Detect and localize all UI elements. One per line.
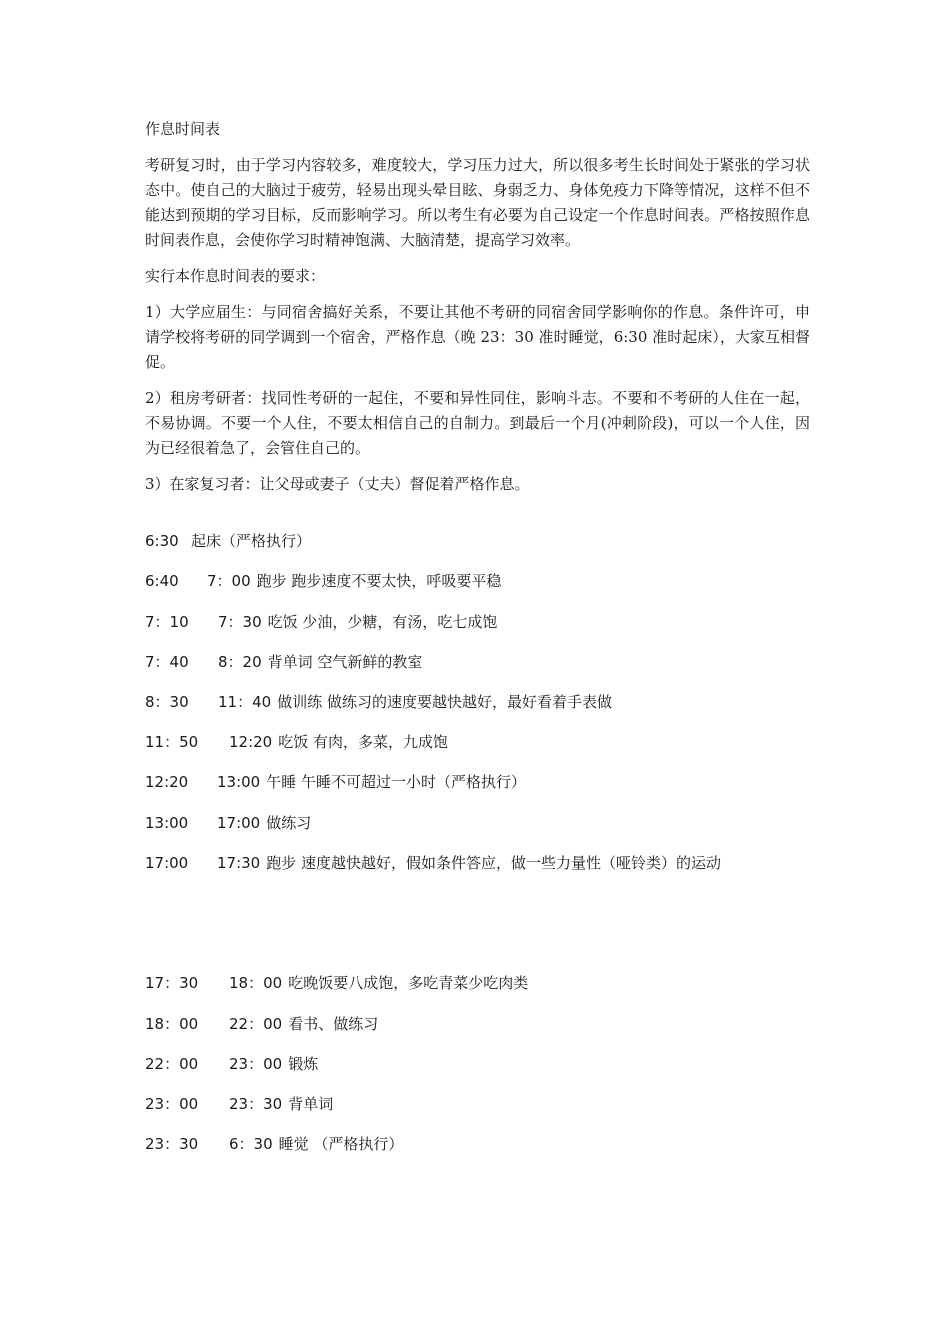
start-time: 8：30 [145, 693, 189, 711]
start-time: 22：00 [145, 1055, 199, 1073]
start-time: 12:20 [145, 773, 189, 791]
start-time: 6:30 [145, 532, 179, 550]
start-time: 7：10 [145, 613, 189, 631]
end-time: 8：20 [218, 653, 262, 671]
end-time: 7：30 [218, 613, 262, 631]
activity: 吃晚饭要八成饱，多吃青菜少吃肉类 [288, 974, 529, 992]
end-time: 6：30 [229, 1135, 273, 1153]
end-time: 11：40 [218, 693, 272, 711]
activity: 吃饭 有肉，多菜，九成饱 [278, 733, 449, 751]
start-time: 23：30 [145, 1135, 199, 1153]
activity: 背单词 [288, 1095, 334, 1113]
activity: 看书、做练习 [288, 1015, 379, 1033]
end-time: 12:20 [229, 733, 273, 751]
requirement-3: 3）在家复习者：让父母或妻子（丈夫）督促着严格作息。 [145, 475, 530, 493]
end-time: 23：00 [229, 1055, 283, 1073]
end-time: 17:30 [217, 854, 261, 872]
start-time: 13:00 [145, 814, 189, 832]
start-time: 17：30 [145, 974, 199, 992]
activity: 背单词 空气新鲜的教室 [267, 653, 423, 671]
end-time: 22：00 [229, 1015, 283, 1033]
end-time: 7：00 [207, 572, 251, 590]
activity: 跑步 跑步速度不要太快，呼吸要平稳 [256, 572, 502, 590]
activity: 做训练 做练习的速度要越快越好，最好看着手表做 [277, 693, 612, 711]
activity: 睡觉 （严格执行） [278, 1135, 404, 1153]
document-body [145, 117, 810, 508]
activity: 吃饭 少油，少糖，有汤，吃七成饱 [267, 613, 498, 631]
requirement-1: 1）大学应届生：与同宿舍搞好关系，不要让其他不考研的同宿舍同学影响你的作息。条件许可，申请学校将考研的同学调到一个宿舍，严格作息（晚 23：30 准时睡觉，6:30 准时起床），大家互相督促。 [145, 303, 810, 371]
end-time: 13:00 [217, 773, 261, 791]
end-time: 17:00 [217, 814, 261, 832]
start-time: 11：50 [145, 733, 199, 751]
start-time: 23：00 [145, 1095, 199, 1113]
doc-title: 作息时间表 [145, 120, 221, 138]
intro-paragraph: 考研复习时，由于学习内容较多，难度较大，学习压力过大，所以很多考生长时间处于紧张的学习状态中。使自己的大脑过于疲劳，轻易出现头晕目眩、身弱乏力、身体免疫力下降等情况，这样不但不能达到预期的学习目标，反而影响学习。所以考生有必要为自己设定一个作息时间表。严格按照作息时间表作息，会使你学习时精神饱满、大脑清楚，提高学习效率。 [145, 156, 810, 249]
activity: 锻炼 [288, 1055, 319, 1073]
start-time: 17:00 [145, 854, 189, 872]
start-time: 7：40 [145, 653, 189, 671]
requirement-2: 2）租房考研者：找同性考研的一起住，不要和异性同住，影响斗志。不要和不考研的人住在一起，不易协调。不要一个人住，不要太相信自己的自制力。到最后一个月(冲刺阶段)，可以一个人住，因为已经很着急了，会管住自己的。 [145, 389, 810, 457]
activity: 跑步 速度越快越好，假如条件答应，做一些力量性（哑铃类）的运动 [266, 854, 722, 872]
start-time: 18：00 [145, 1015, 199, 1033]
activity: 午睡 午睡不可超过一小时（严格执行） [266, 773, 527, 791]
end-time: 23：30 [229, 1095, 283, 1113]
end-time: 18：00 [229, 974, 283, 992]
requirements-heading: 实行本作息时间表的要求： [145, 267, 326, 285]
start-time: 6:40 [145, 572, 179, 590]
activity: 起床（严格执行） [191, 532, 312, 550]
activity: 做练习 [266, 814, 312, 832]
